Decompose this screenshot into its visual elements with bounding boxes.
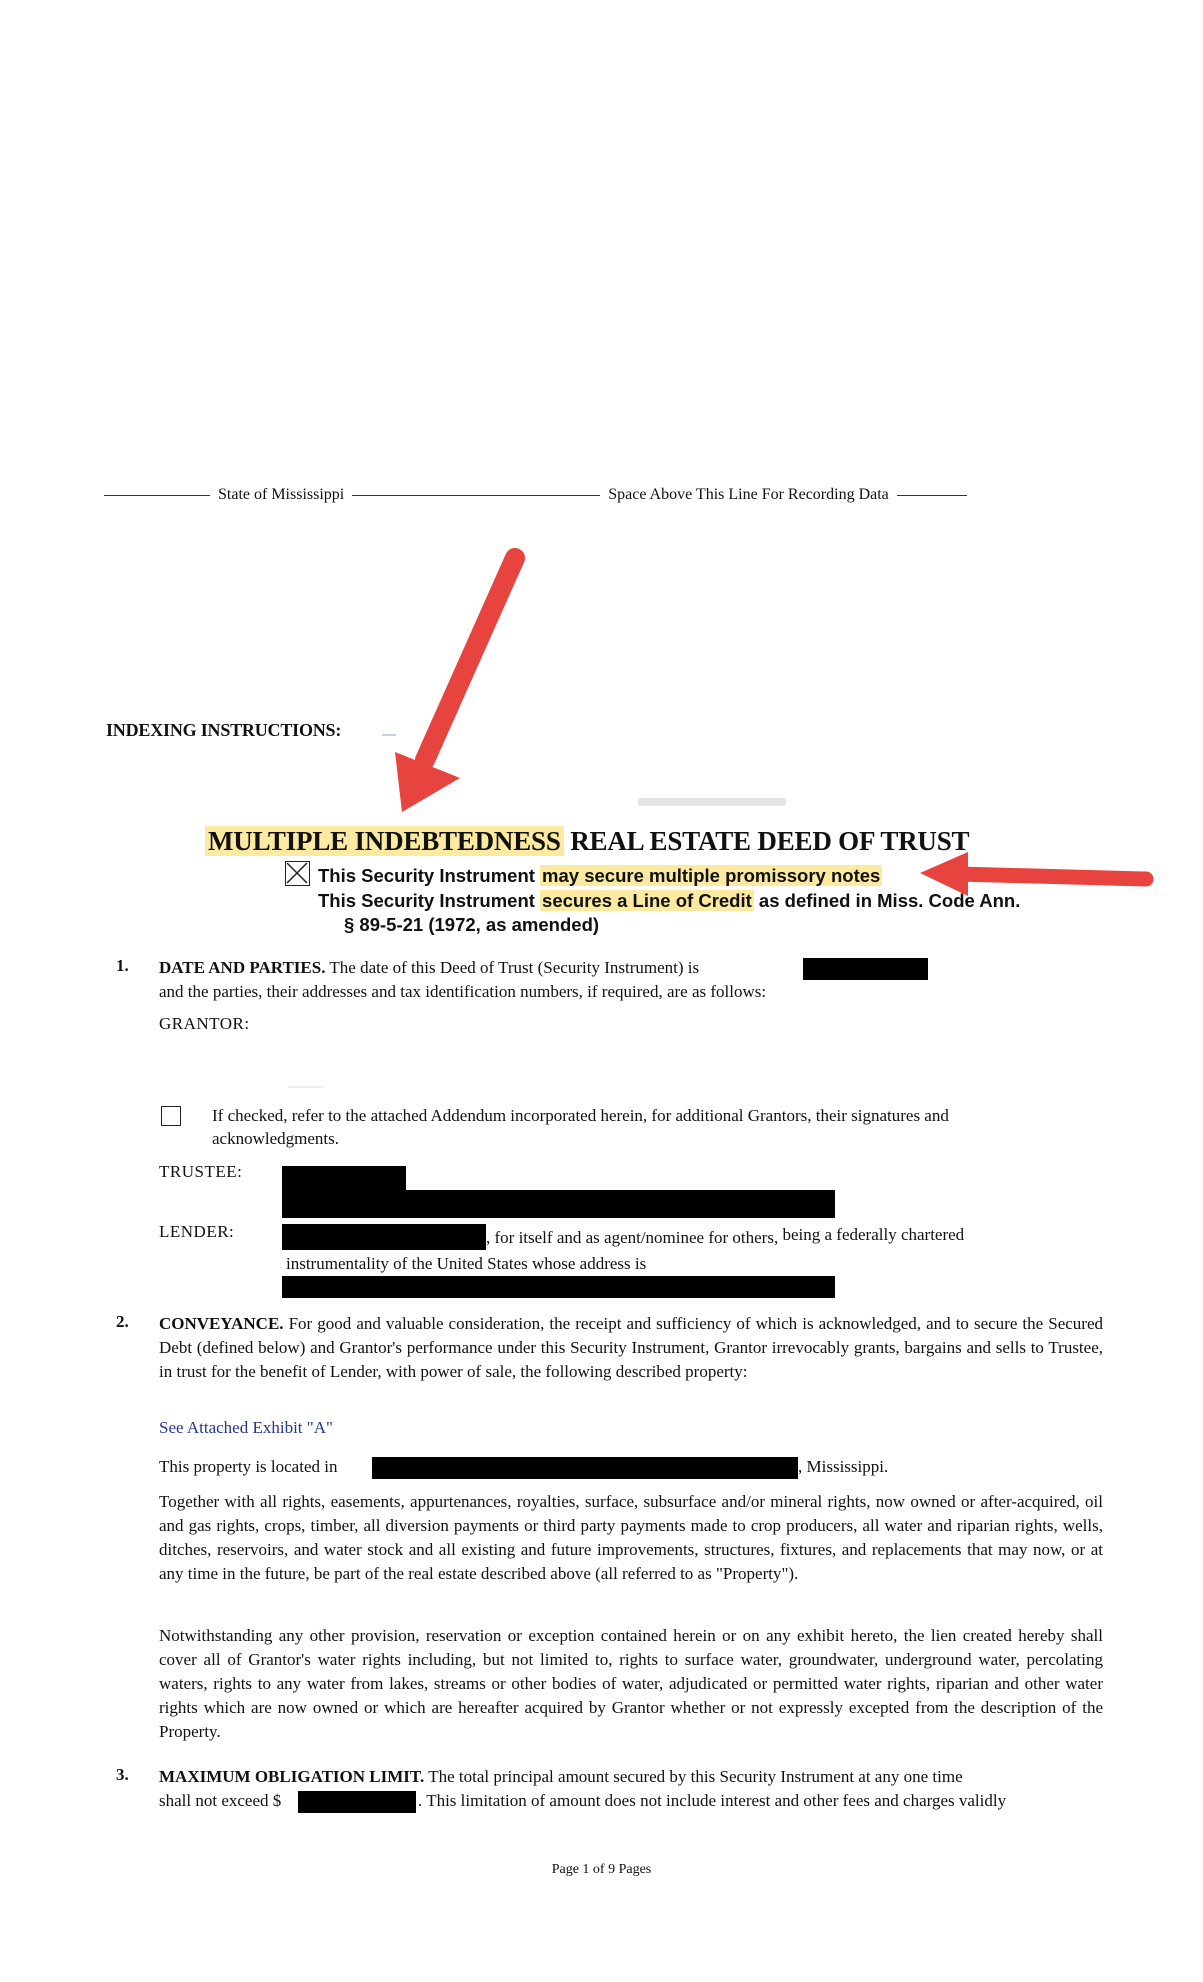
- state-label: State of Mississippi: [218, 486, 345, 503]
- option-highlight: secures a Line of Credit: [542, 890, 752, 911]
- section3-line2-prefix: shall not exceed $: [159, 1791, 282, 1810]
- section3-line2-suffix: . This limitation of amount does not include interest and other fees and charges validly: [418, 1791, 1007, 1810]
- redacted-trustee-name: [282, 1166, 406, 1190]
- addendum-line1: If checked, refer to the attached Addendum incorporated herein, for additional Grantors, their signatures and: [212, 1106, 949, 1125]
- section-number: 3.: [116, 1765, 129, 1784]
- option-multiple-notes: [318, 865, 882, 887]
- redacted-county: [372, 1457, 798, 1479]
- checkbox-checked-icon[interactable]: [285, 861, 310, 886]
- section-number: 2.: [116, 1312, 129, 1331]
- conveyance-paragraph: [159, 1312, 1103, 1384]
- section-text: For good and valuable consideration, the receipt and sufficiency of which is acknowledged, and to secure the Secured Debt (defined below) and Grantor's performance under this Security Instrument, Grantor irrevocably grants, bargains and sells to Trustee, in trust for the benefit of Lender, with power of sale, the following described property:: [159, 1314, 1104, 1381]
- lender-label: LENDER:: [159, 1222, 235, 1241]
- option-suffix: as defined in Miss. Code Ann.: [758, 890, 1021, 911]
- section3-line1: [159, 1765, 963, 1789]
- section-text: The date of this Deed of Trust (Security Instrument) is: [329, 958, 700, 977]
- lender-text: being a federally chartered: [782, 1225, 965, 1244]
- option-prefix: This Security Instrument: [318, 865, 535, 886]
- option-prefix: This Security Instrument: [318, 890, 535, 911]
- grantor-label: GRANTOR:: [159, 1014, 250, 1033]
- title-rest: REAL ESTATE DEED OF TRUST: [570, 826, 970, 856]
- option-highlight: may secure multiple promissory notes: [542, 865, 881, 886]
- water-rights-paragraph: Notwithstanding any other provision, reservation or exception contained herein or on any exhibit hereto, the lien created hereby shall cover all of Grantor's water rights including, but not limited to, rights to surface water, groundwater, underground water, percolating waters, rights to any water from lakes, streams or other bodies of water, adjudicated or permitted water rights, riparian and other water rights which are now owned or which are hereafter acquired by Grantor whether or not expressly excepted from the description of the Property.: [159, 1626, 1103, 1741]
- property-location-suffix: , Mississippi.: [798, 1457, 889, 1476]
- faint-mark: [638, 798, 786, 806]
- trustee-label: TRUSTEE:: [159, 1162, 243, 1181]
- lender-line2: instrumentality of the United States whose address is: [286, 1254, 647, 1273]
- section-heading: MAXIMUM OBLIGATION LIMIT.: [159, 1767, 425, 1786]
- title-highlight: MULTIPLE INDEBTEDNESS: [205, 826, 564, 856]
- redacted-lender-name: [282, 1224, 486, 1250]
- page-footer: Page 1 of 9 Pages: [551, 1862, 652, 1877]
- addendum-line2: acknowledgments.: [212, 1129, 339, 1148]
- redacted-trustee-address: [282, 1190, 835, 1218]
- indexing-instructions-label: INDEXING INSTRUCTIONS:: [106, 720, 342, 740]
- section1-line2: and the parties, their addresses and tax identification numbers, if required, are as follows:: [159, 982, 767, 1001]
- property-rights-paragraph: Together with all rights, easements, appurtenances, royalties, surface, subsurface and/or mineral rights, now owned or after-acquired, oil and gas rights, crops, timber, all diversion payments or third party payments made to crop producers, all water and riparian rights, wells, ditches, reservoirs, and water stock and all existing and future improvements, structures, fixtures, and replacements that may now, or at any time in the future, be part of the real estate described above (all referred to as "Property").: [159, 1492, 1103, 1583]
- document-title: [205, 826, 969, 857]
- checkbox-empty-icon[interactable]: [161, 1106, 181, 1126]
- property-location-prefix: This property is located in: [159, 1457, 338, 1476]
- section-number: 1.: [116, 956, 129, 975]
- section-text: The total principal amount secured by this Security Instrument at any one time: [428, 1767, 963, 1786]
- lender-line1: [486, 1226, 964, 1250]
- option-line-of-credit: [318, 890, 1020, 912]
- faint-mark: [288, 1086, 324, 1088]
- lender-text: , for itself and as agent/nominee for others,: [486, 1228, 783, 1247]
- statute-citation: § 89-5-21 (1972, as amended): [344, 914, 600, 935]
- arrow-down-icon: [395, 558, 515, 812]
- exhibit-a-link[interactable]: See Attached Exhibit "A": [159, 1418, 333, 1437]
- section-heading: DATE AND PARTIES.: [159, 958, 326, 977]
- section1-line1: [159, 956, 699, 980]
- redacted-date: [803, 958, 928, 980]
- recording-space-note: Space Above This Line For Recording Data: [608, 486, 889, 503]
- redacted-lender-address: [282, 1276, 835, 1298]
- faint-mark: [382, 734, 396, 736]
- redacted-amount: [298, 1791, 416, 1813]
- section-heading: CONVEYANCE.: [159, 1314, 284, 1333]
